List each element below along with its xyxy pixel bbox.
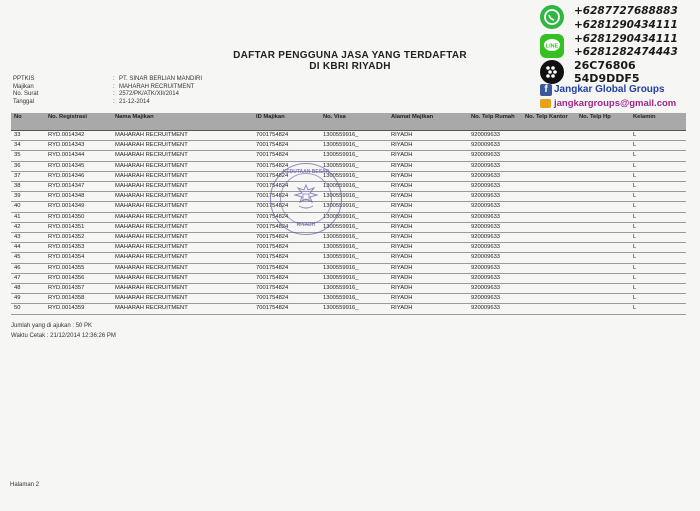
table-cell: L: [630, 171, 686, 181]
table-cell: MAHARAH RECRUITMENT: [112, 284, 253, 294]
table-cell: 920009633: [468, 131, 522, 141]
phone-number-2: +6281282474443: [574, 46, 678, 58]
table-cell: 1300559916_: [320, 192, 388, 202]
table-cell: 7001754824: [253, 284, 320, 294]
title-line-1: DAFTAR PENGGUNA JASA YANG TERDAFTAR: [233, 50, 467, 61]
table-cell: [522, 161, 576, 171]
table-cell: 920009633: [468, 294, 522, 304]
table-cell: MAHARAH RECRUITMENT: [112, 263, 253, 273]
table-row: [11, 243, 686, 253]
table-cell: L: [630, 294, 686, 304]
table-cell: 7001754824: [253, 273, 320, 283]
table-cell: 920009633: [468, 171, 522, 181]
table-cell: RIYADH: [388, 192, 468, 202]
table-cell: [522, 284, 576, 294]
table-cell: 7001754824: [253, 263, 320, 273]
table-cell: 1300559916_: [320, 222, 388, 232]
table-cell: L: [630, 202, 686, 212]
table-row: [11, 182, 686, 192]
table-header-row: [11, 113, 686, 131]
table-cell: [576, 192, 630, 202]
document-meta: [13, 76, 202, 106]
table-cell: [576, 263, 630, 273]
table-cell: [522, 171, 576, 181]
meta-key: Tanggal: [13, 98, 35, 105]
table-cell: RYD.0014351: [45, 222, 112, 232]
table-cell: MAHARAH RECRUITMENT: [112, 151, 253, 161]
meta-row: PPTKIS : PT. SINAR BERLIAN MANDIRI: [13, 76, 203, 82]
table-cell: 920009633: [468, 273, 522, 283]
table-cell: L: [630, 233, 686, 243]
table-cell: 920009633: [468, 161, 522, 171]
table-cell: 7001754824: [253, 294, 320, 304]
meta-key: Majikan: [13, 83, 34, 90]
table-cell: [576, 151, 630, 161]
line-number: +6281290434111: [574, 33, 678, 45]
table-cell: 48: [11, 284, 45, 294]
table-cell: [522, 131, 576, 141]
table-cell: 920009633: [468, 253, 522, 263]
table-cell: 1300559916_: [320, 233, 388, 243]
table-cell: [522, 212, 576, 222]
table-row: [11, 131, 686, 141]
table-cell: 1300559916_: [320, 294, 388, 304]
table-cell: 920009633: [468, 233, 522, 243]
contact-advert: [538, 2, 698, 112]
table-cell: MAHARAH RECRUITMENT: [112, 233, 253, 243]
table-cell: 7001754824: [253, 202, 320, 212]
table-cell: [522, 294, 576, 304]
phone-number-1: +6281290434111: [574, 19, 678, 31]
table-row: [11, 212, 686, 222]
bbm-pin-1: 26C76806: [574, 59, 636, 72]
table-cell: 1300559916_: [320, 253, 388, 263]
table-cell: 47: [11, 273, 45, 283]
table-cell: 1300559916_: [320, 202, 388, 212]
meta-value: 2572/PK/ATK/XII/2014: [119, 91, 179, 98]
table-cell: RIYADH: [388, 222, 468, 232]
table-cell: L: [630, 182, 686, 192]
table-cell: MAHARAH RECRUITMENT: [112, 243, 253, 253]
table-cell: RYD.0014347: [45, 182, 112, 192]
table-cell: 920009633: [468, 243, 522, 253]
whatsapp-icon: [540, 5, 564, 29]
column-header: No. Telp Rumah: [471, 114, 515, 120]
table-cell: RYD.0014357: [45, 284, 112, 294]
table-cell: RIYADH: [388, 161, 468, 171]
table-cell: RYD.0014345: [45, 161, 112, 171]
table-cell: 36: [11, 161, 45, 171]
table-cell: [576, 202, 630, 212]
meta-value: MAHARAH RECRUITMENT: [119, 83, 195, 90]
table-cell: [576, 141, 630, 151]
table-cell: RYD.0014350: [45, 212, 112, 222]
table-cell: RIYADH: [388, 202, 468, 212]
table-cell: MAHARAH RECRUITMENT: [112, 202, 253, 212]
table-cell: 7001754824: [253, 222, 320, 232]
table-cell: RIYADH: [388, 141, 468, 151]
table-cell: L: [630, 192, 686, 202]
table-cell: RYD.0014343: [45, 141, 112, 151]
title-line-2: DI KBRI RIYADH: [309, 61, 391, 72]
table-cell: 33: [11, 131, 45, 141]
column-header: ID Majikan: [256, 114, 285, 120]
table-cell: [522, 192, 576, 202]
table-cell: MAHARAH RECRUITMENT: [112, 171, 253, 181]
email-icon: [540, 99, 551, 108]
total-submitted: Jumlah yang di ajukan : 50 PK: [11, 323, 93, 329]
table-cell: 7001754824: [253, 151, 320, 161]
table-cell: 920009633: [468, 182, 522, 192]
table-cell: 920009633: [468, 151, 522, 161]
column-header: No. Registrasi: [48, 114, 87, 120]
table-cell: [522, 182, 576, 192]
column-header: No. Telp Hp: [579, 114, 611, 120]
table-cell: 1300559916_: [320, 212, 388, 222]
table-cell: L: [630, 304, 686, 314]
table-cell: RIYADH: [388, 253, 468, 263]
table-cell: 920009633: [468, 192, 522, 202]
table-cell: RYD.0014346: [45, 171, 112, 181]
table-cell: 1300559916_: [320, 171, 388, 181]
table-cell: [522, 222, 576, 232]
table-cell: [576, 253, 630, 263]
table-cell: 920009633: [468, 212, 522, 222]
table-cell: L: [630, 222, 686, 232]
table-row: [11, 304, 686, 314]
meta-value: 21-12-2014: [119, 98, 150, 105]
table-cell: 7001754824: [253, 253, 320, 263]
table-cell: 40: [11, 202, 45, 212]
table-cell: MAHARAH RECRUITMENT: [112, 222, 253, 232]
table-cell: [576, 304, 630, 314]
table-cell: [522, 243, 576, 253]
table-cell: RIYADH: [388, 151, 468, 161]
table-row: [11, 222, 686, 232]
table-cell: [576, 284, 630, 294]
table-cell: 50: [11, 304, 45, 314]
table-cell: 44: [11, 243, 45, 253]
table-cell: L: [630, 161, 686, 171]
table-body: [11, 131, 686, 315]
document-title: [200, 50, 500, 72]
table-cell: [576, 243, 630, 253]
table-cell: L: [630, 131, 686, 141]
table-cell: [576, 182, 630, 192]
table-cell: [576, 222, 630, 232]
table-cell: 37: [11, 171, 45, 181]
table-cell: 1300559916_: [320, 151, 388, 161]
table-cell: MAHARAH RECRUITMENT: [112, 192, 253, 202]
table-cell: [522, 253, 576, 263]
table-cell: [576, 294, 630, 304]
table-cell: [522, 263, 576, 273]
blackberry-icon: [540, 60, 564, 84]
bbm-pin-2: 54D9DDF5: [574, 72, 640, 85]
table-cell: 7001754824: [253, 243, 320, 253]
table-cell: 1300559916_: [320, 263, 388, 273]
table-cell: [522, 141, 576, 151]
table-cell: 920009633: [468, 284, 522, 294]
table-cell: RIYADH: [388, 273, 468, 283]
table-cell: RIYADH: [388, 182, 468, 192]
table-cell: 920009633: [468, 141, 522, 151]
table-row: [11, 273, 686, 283]
table-cell: RYD.0014358: [45, 294, 112, 304]
embassy-stamp: [270, 163, 342, 235]
svg-text:LINE: LINE: [545, 43, 559, 50]
table-cell: RIYADH: [388, 284, 468, 294]
table-cell: 7001754824: [253, 131, 320, 141]
table-cell: 39: [11, 192, 45, 202]
table-cell: 7001754824: [253, 171, 320, 181]
table-cell: 7001754824: [253, 161, 320, 171]
meta-key: No. Surat: [13, 91, 39, 98]
meta-value: PT. SINAR BERLIAN MANDIRI: [119, 76, 203, 82]
table-cell: 1300559916_: [320, 273, 388, 283]
table-cell: 1300559916_: [320, 284, 388, 294]
table-cell: RIYADH: [388, 131, 468, 141]
whatsapp-number: +6287727688883: [574, 5, 678, 17]
table-cell: RIYADH: [388, 212, 468, 222]
table-cell: 41: [11, 212, 45, 222]
facebook-icon: f: [540, 84, 552, 96]
table-cell: L: [630, 212, 686, 222]
table-cell: 920009633: [468, 263, 522, 273]
meta-row: No. Surat : 2572/PK/ATK/XII/2014: [13, 91, 179, 98]
table-cell: 1300559916_: [320, 304, 388, 314]
table-cell: RYD.0014356: [45, 273, 112, 283]
table-cell: RYD.0014349: [45, 202, 112, 212]
table-cell: RIYADH: [388, 233, 468, 243]
table-cell: RYD.0014354: [45, 253, 112, 263]
table-cell: 1300559916_: [320, 141, 388, 151]
email-address: jangkargroups@gmail.com: [554, 98, 677, 109]
line-icon: [540, 34, 564, 58]
table-cell: MAHARAH RECRUITMENT: [112, 161, 253, 171]
table-cell: RYD.0014344: [45, 151, 112, 161]
table-cell: [576, 131, 630, 141]
table-row: [11, 141, 686, 151]
column-header: No. Telp Kantor: [525, 114, 568, 120]
table-cell: L: [630, 141, 686, 151]
table-row: [11, 161, 686, 171]
table-cell: L: [630, 243, 686, 253]
table-cell: 920009633: [468, 222, 522, 232]
table-cell: 1300559916_: [320, 182, 388, 192]
table-cell: RIYADH: [388, 243, 468, 253]
table-cell: 920009633: [468, 202, 522, 212]
garuda-emblem-icon: [293, 182, 319, 212]
column-header: No. Visa: [323, 114, 346, 120]
meta-row: Majikan : MAHARAH RECRUITMENT: [13, 83, 195, 90]
table-cell: [576, 161, 630, 171]
table-row: [11, 263, 686, 273]
table-cell: RYD.0014353: [45, 243, 112, 253]
table-row: [11, 253, 686, 263]
table-cell: [522, 233, 576, 243]
table-cell: 920009633: [468, 304, 522, 314]
table-cell: RIYADH: [388, 294, 468, 304]
table-cell: [522, 151, 576, 161]
meta-row: Tanggal : 21-12-2014: [13, 98, 150, 105]
column-header: Kelamin: [633, 114, 656, 120]
table-cell: 7001754824: [253, 233, 320, 243]
table-cell: 1300559916_: [320, 131, 388, 141]
stamp-top-text: KEDUTAAN BESAR: [282, 169, 330, 175]
table-cell: [576, 273, 630, 283]
table-cell: 38: [11, 182, 45, 192]
table-cell: 45: [11, 253, 45, 263]
table-row: [11, 284, 686, 294]
table-cell: 1300559916_: [320, 161, 388, 171]
table-row: [11, 202, 686, 212]
table-row: [11, 151, 686, 161]
facebook-name: Jangkar Global Groups: [554, 84, 665, 95]
table-cell: 42: [11, 222, 45, 232]
table-cell: 46: [11, 263, 45, 273]
table-cell: 7001754824: [253, 192, 320, 202]
table-cell: MAHARAH RECRUITMENT: [112, 253, 253, 263]
column-header: No: [14, 114, 22, 120]
meta-key: PPTKIS: [13, 76, 35, 82]
table-cell: L: [630, 273, 686, 283]
table-cell: 49: [11, 294, 45, 304]
table-cell: RYD.0014342: [45, 131, 112, 141]
table-cell: 1300559916_: [320, 243, 388, 253]
table-cell: 7001754824: [253, 212, 320, 222]
table-cell: [576, 233, 630, 243]
column-header: Nama Majikan: [115, 114, 154, 120]
table-cell: MAHARAH RECRUITMENT: [112, 304, 253, 314]
table-cell: [522, 202, 576, 212]
table-cell: [576, 171, 630, 181]
table-cell: MAHARAH RECRUITMENT: [112, 212, 253, 222]
table-cell: MAHARAH RECRUITMENT: [112, 141, 253, 151]
table-cell: 43: [11, 233, 45, 243]
table-row: [11, 294, 686, 304]
table-cell: [522, 273, 576, 283]
table-cell: 35: [11, 151, 45, 161]
table-row: [11, 192, 686, 202]
table-cell: L: [630, 284, 686, 294]
table-cell: 34: [11, 141, 45, 151]
table-row: [11, 171, 686, 181]
page-number: Halaman 2: [10, 482, 40, 488]
table-cell: RIYADH: [388, 171, 468, 181]
table-cell: 7001754824: [253, 182, 320, 192]
table-cell: RYD.0014348: [45, 192, 112, 202]
table-cell: [576, 212, 630, 222]
registrants-table: [11, 113, 686, 315]
column-header: Alamat Majikan: [391, 114, 434, 120]
table-cell: L: [630, 253, 686, 263]
table-cell: RIYADH: [388, 304, 468, 314]
table-cell: 7001754824: [253, 141, 320, 151]
table-cell: MAHARAH RECRUITMENT: [112, 182, 253, 192]
table-cell: L: [630, 151, 686, 161]
document-footer: [11, 321, 116, 341]
table-cell: MAHARAH RECRUITMENT: [112, 294, 253, 304]
table-cell: [522, 304, 576, 314]
table-cell: RYD.0014355: [45, 263, 112, 273]
table-cell: RIYADH: [388, 263, 468, 273]
print-time: Waktu Cetak : 21/12/2014 12:36:26 PM: [11, 333, 116, 339]
stamp-bottom-text: RIYADH: [296, 222, 316, 228]
table-cell: RYD.0014359: [45, 304, 112, 314]
table-cell: RYD.0014352: [45, 233, 112, 243]
table-cell: MAHARAH RECRUITMENT: [112, 273, 253, 283]
table-cell: 7001754824: [253, 304, 320, 314]
table-cell: L: [630, 263, 686, 273]
table-row: [11, 233, 686, 243]
table-cell: MAHARAH RECRUITMENT: [112, 131, 253, 141]
